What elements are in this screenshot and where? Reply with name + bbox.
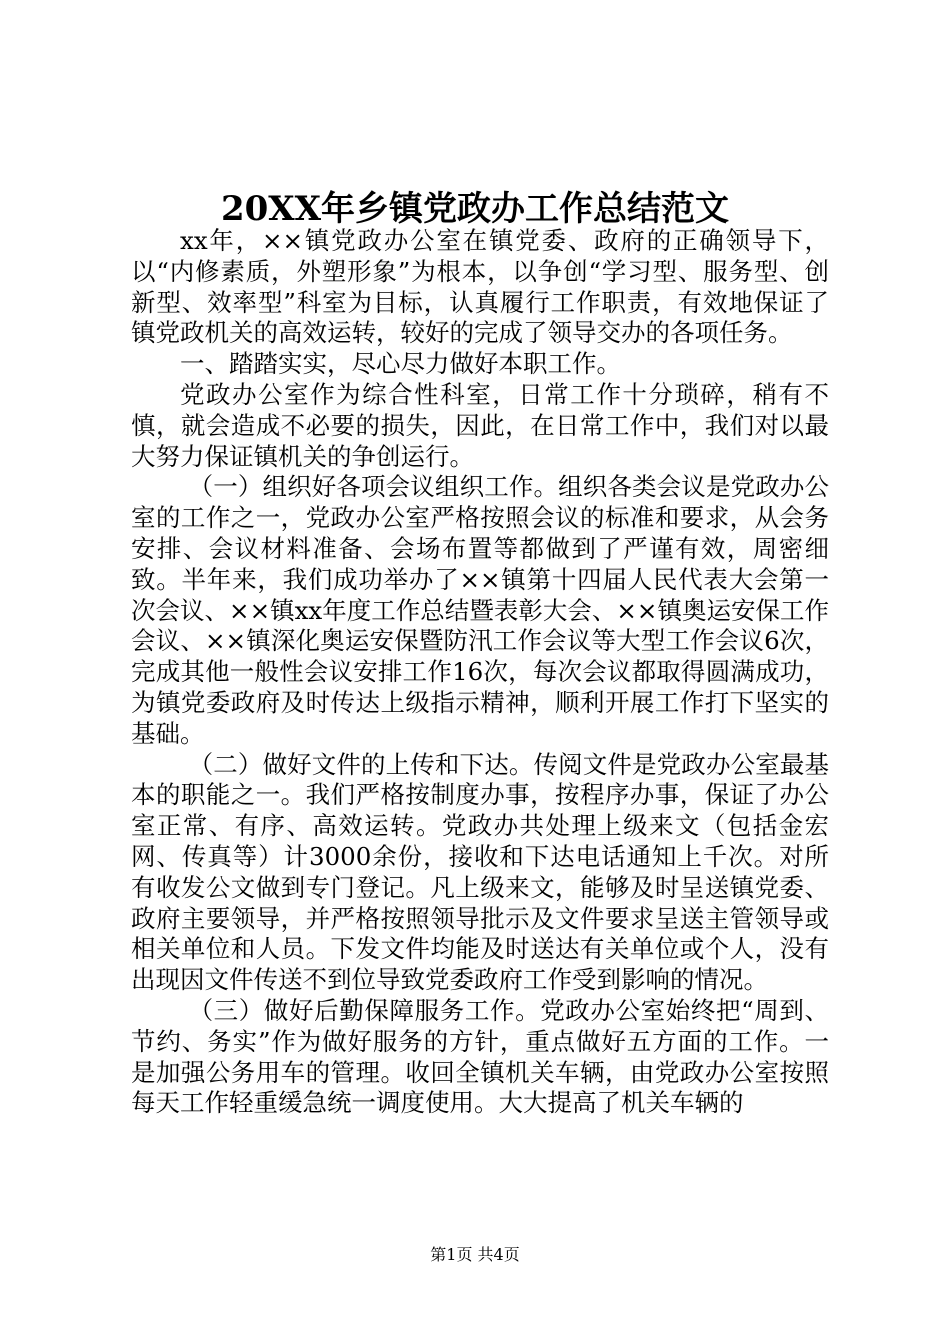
paragraph-item-2: （二）做好文件的上传和下达。传阅文件是党政办公室最基本的职能之一。我们严格按制度办事，按程序办事，保证了办公室正常、有序、高效运转。党政办共处理上级来文（包括金宏网、传真等）计3000余份，接收和下达电话通知上千次。对所有收发公文做到专门登记。凡上级来文，能够及时呈送镇党委、政府主要领导，并严格按照领导批示及文件要求呈送主管领导或相关单位和人员。下发文件均能及时送达有关单位或个人，没有出现因文件传送不到位导致党委政府工作受到影响的情况。 (131, 749, 829, 995)
page-footer: 第1页 共4页 (430, 1245, 520, 1264)
paragraph-section-1-intro: 党政办公室作为综合性科室，日常工作十分琐碎，稍有不慎，就会造成不必要的损失，因此，在日常工作中，我们对以最大努力保证镇机关的争创运行。 (131, 379, 829, 471)
section-heading-1: 一、踏踏实实，尽心尽力做好本职工作。 (180, 349, 621, 379)
paragraph-intro: xx年，××镇党政办公室在镇党委、政府的正确领导下，以“内修素质，外塑形象”为根本，以争创“学习型、服务型、创新型、效率型”科室为目标，认真履行工作职责，有效地保证了镇党政机关的高效运转，较好的完成了领导交办的各项任务。 (131, 226, 829, 348)
document-body (131, 226, 829, 1119)
paragraph-item-1: （一）组织好各项会议组织工作。组织各类会议是党政办公室的工作之一，党政办公室严格按照会议的标准和要求，从会务安排、会议材料准备、会场布置等都做到了严谨有效，周密细致。半年来，我们成功举办了××镇第十四届人民代表大会第一次会议、××镇xx年度工作总结暨表彰大会、××镇奥运安保工作会议、××镇深化奥运安保暨防汛工作会议等大型工作会议6次，完成其他一般性会议安排工作16次，每次会议都取得圆满成功，为镇党委政府及时传达上级指示精神，顺利开展工作打下坚实的基础。 (131, 472, 829, 748)
paragraph-item-3: （三）做好后勤保障服务工作。党政办公室始终把“周到、节约、务实”作为做好服务的方针，重点做好五方面的工作。一是加强公务用车的管理。收回全镇机关车辆，由党政办公室按照每天工作轻重缓急统一调度使用。大大提高了机关车辆的 (131, 995, 829, 1118)
document-title: 20XX年乡镇党政办工作总结范文 (220, 189, 730, 229)
